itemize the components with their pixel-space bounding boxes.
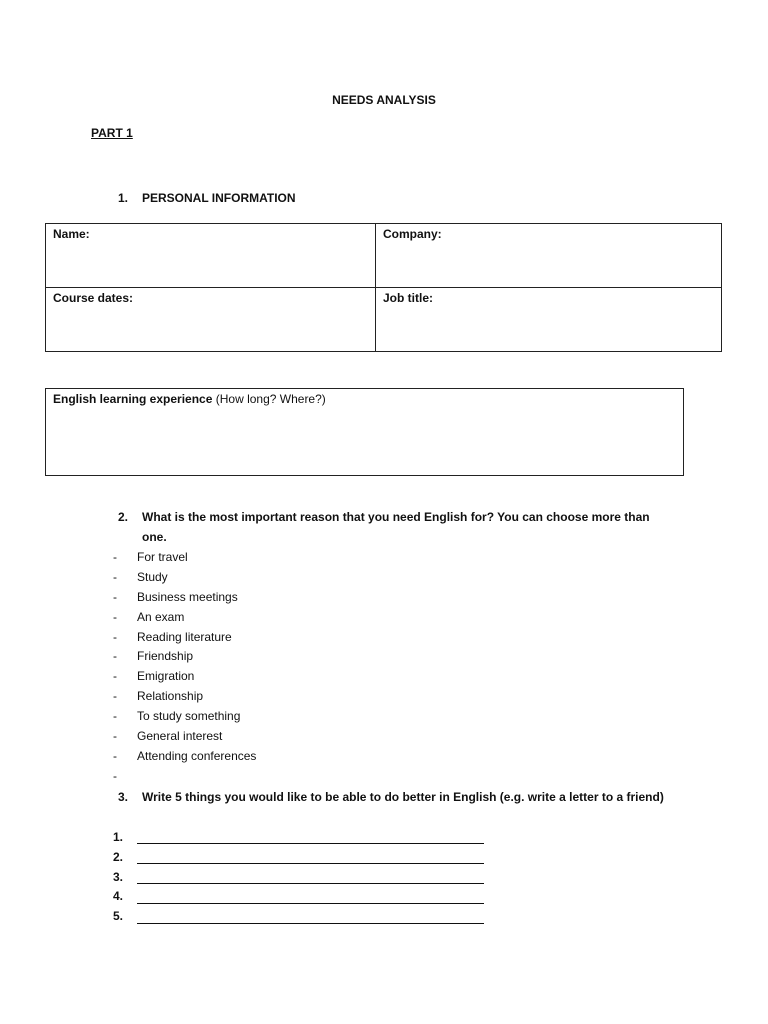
list-item-label: Friendship [137,649,194,664]
section-1-number: 1. [118,191,129,205]
list-item[interactable] [113,568,256,588]
answer-blank[interactable] [137,831,484,844]
list-item-label: An exam [137,609,185,624]
section-1-heading [118,191,296,205]
question-2 [118,507,678,547]
list-item[interactable] [113,647,256,667]
answer-blank[interactable] [137,891,484,904]
bullet-dash: - [113,768,117,783]
personal-info-table [45,223,722,352]
company-field[interactable] [376,224,722,288]
bullet-dash: - [113,748,117,763]
list-item-label: General interest [137,729,223,744]
answer-line-number: 2. [113,849,124,864]
experience-hint: (How long? Where?) [215,392,326,406]
list-item[interactable] [113,707,256,727]
list-item[interactable] [113,628,256,648]
reason-list [113,548,256,787]
list-item[interactable] [113,588,256,608]
list-item[interactable] [113,608,256,628]
list-item[interactable] [113,767,256,787]
answer-line-number: 5. [113,909,124,924]
answer-blank[interactable] [137,851,484,864]
answer-line[interactable] [113,887,484,907]
question-2-number: 2. [118,510,129,524]
job-title-field[interactable] [376,288,722,352]
list-item-label: Reading literature [137,629,232,644]
list-item[interactable] [113,667,256,687]
question-2-text: What is the most important reason that you need English for? You can choose more than one. [142,510,650,544]
list-item-label: Study [137,569,168,584]
name-label: Name: [53,227,90,241]
bullet-dash: - [113,669,117,684]
page-title: NEEDS ANALYSIS [332,93,436,107]
bullet-dash: - [113,649,117,664]
answer-line[interactable] [113,828,484,848]
list-item-label: Relationship [137,689,204,704]
list-item-label: For travel [137,550,188,564]
list-item[interactable] [113,548,256,568]
list-item[interactable] [113,747,256,767]
list-item-label: To study something [137,709,241,724]
bullet-dash: - [113,609,117,624]
list-item-label: Emigration [137,669,195,684]
bullet-dash: - [113,629,117,644]
name-field[interactable] [46,224,376,288]
section-1-title: PERSONAL INFORMATION [142,191,296,205]
answer-line[interactable] [113,848,484,868]
bullet-dash: - [113,729,117,744]
course-dates-field[interactable] [46,288,376,352]
answer-line-number: 1. [113,830,124,844]
course-dates-label: Course dates: [53,291,134,305]
list-item-label: Business meetings [137,589,238,604]
bullet-dash: - [113,709,117,724]
answer-line[interactable] [113,907,484,927]
answer-line-number: 4. [113,889,124,904]
list-item[interactable] [113,687,256,707]
answer-line-number: 3. [113,869,124,884]
job-title-label: Job title: [383,291,433,305]
list-item[interactable] [113,727,256,747]
bullet-dash: - [113,569,117,584]
company-label: Company: [383,227,442,241]
question-3-number: 3. [118,790,129,804]
answer-blank[interactable] [137,871,484,884]
question-3-text: Write 5 things you would like to be able to do better in English (e.g. write a letter to a friend) [142,790,664,804]
answer-lines [113,828,484,927]
list-item-label: Attending conferences [137,748,257,763]
bullet-dash: - [113,689,117,704]
question-3 [118,787,678,807]
part-heading: PART 1 [91,126,133,140]
answer-line[interactable] [113,868,484,888]
english-experience-field[interactable] [45,388,684,476]
bullet-dash: - [113,550,117,564]
answer-blank[interactable] [137,911,484,924]
bullet-dash: - [113,589,117,604]
experience-label: English learning experience [53,392,213,406]
